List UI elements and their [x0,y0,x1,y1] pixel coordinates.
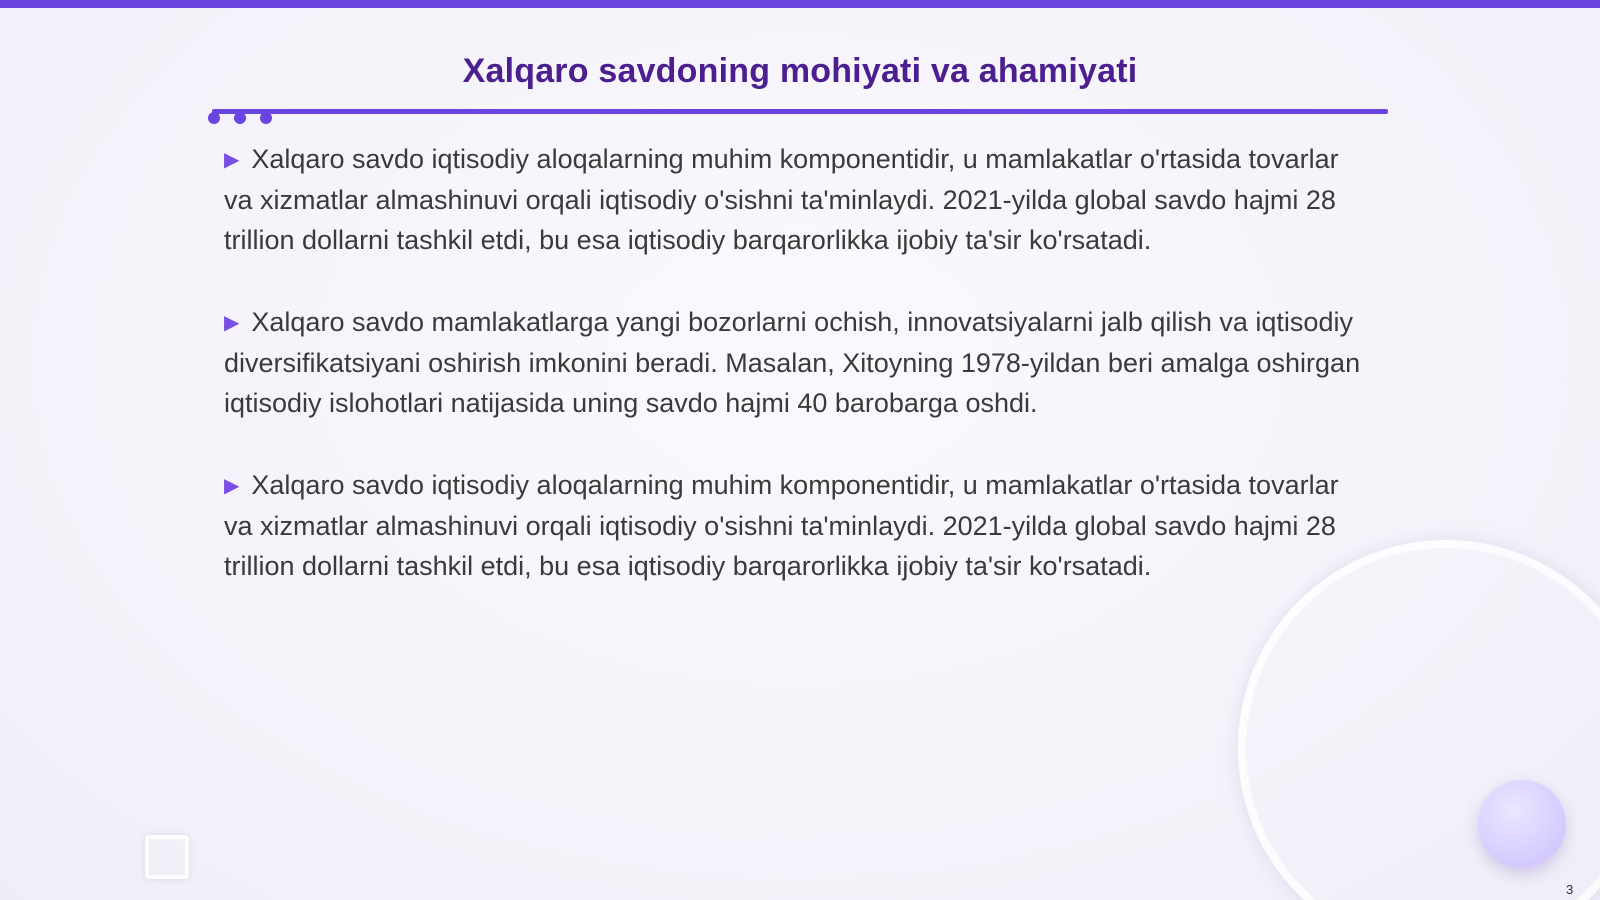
bullet-paragraph-1 [224,139,1374,260]
top-accent-bar [0,0,1600,8]
triangle-right-icon: ▶ [224,312,240,334]
bullet-paragraph-3 [224,465,1374,586]
bullet-text: Xalqaro savdo iqtisodiy aloqalarning muhim komponentidir, u mamlakatlar o'rtasida tovarlar va xizmatlar almashinuvi orqali iqtisodiy o'sishni ta'minlaydi. 2021-yilda global savdo hajmi 28 trillion dollarni tashkil etdi, bu esa iqtisodiy barqarorlikka ijobiy ta'sir ko'rsatadi. [224,144,1339,255]
decor-dot [260,112,272,124]
decor-dot [208,112,220,124]
bullet-list [224,139,1374,628]
triangle-right-icon: ▶ [224,475,240,497]
title-underline [212,109,1388,114]
bullet-text: Xalqaro savdo mamlakatlarga yangi bozorlarni ochish, innovatsiyalarni jalb qilish va iqtisodiy diversifikatsiyani oshirish imkonini beradi. Masalan, Xitoyning 1978-yildan beri amalga oshirgan iqtisodiy islohotlari natijasida uning savdo hajmi 40 barobarga oshdi. [224,307,1361,418]
slide-title: Xalqaro savdoning mohiyati va ahamiyati [462,52,1138,90]
bullet-paragraph-2 [224,302,1374,423]
decor-dot [234,112,246,124]
decorative-orb [1478,780,1566,868]
decorative-square [145,835,189,879]
triangle-right-icon: ▶ [224,149,240,171]
bullet-text: Xalqaro savdo iqtisodiy aloqalarning muhim komponentidir, u mamlakatlar o'rtasida tovarlar va xizmatlar almashinuvi orqali iqtisodiy o'sishni ta'minlaydi. 2021-yilda global savdo hajmi 28 trillion dollarni tashkil etdi, bu esa iqtisodiy barqarorlikka ijobiy ta'sir ko'rsatadi. [224,470,1339,581]
page-number: 3 [1566,882,1574,897]
